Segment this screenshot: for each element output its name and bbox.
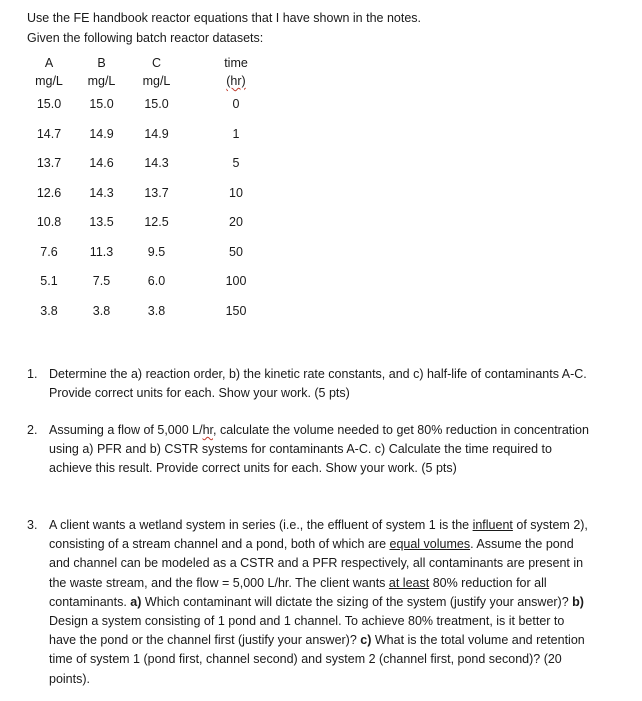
question-text: Assuming a flow of 5,000 L/hr, calculate the volume needed to get 80% reduction in concentration using a) PFR and b) CSTR systems for contaminants A-C. c) Calculate the time required to achieve this result. Provide correct units for each. Show your work. (5 pts) (49, 423, 589, 476)
header-time: time (224, 56, 248, 70)
table-row: 13.7 14.6 14.3 5 (36, 156, 240, 170)
header-b: B (97, 56, 106, 70)
table-row: 5.1 7.5 6.0 100 (40, 274, 247, 288)
table-units-row (24, 72, 270, 90)
table-row: 10.8 13.5 12.5 20 (36, 215, 243, 229)
intro-line-2: Given the following batch reactor datasets: (27, 31, 264, 45)
question-number: 1. (27, 367, 38, 381)
spellcheck-word: hr (202, 423, 213, 437)
header-a: A (44, 56, 54, 70)
question-text: A client wants a wetland system in series (i.e., the effluent of system 1 is the influent of system 2), consisting of a stream channel and a pond, both of which are equal volumes. Assume the pond and channel can be modeled as a CSTR and a PFR respectively, all contaminants are present in the waste stream, and the flow = 5,000 L/hr. The client wants at least 80% reduction for all contaminants. a) Which contaminant will dictate the sizing of the system (justify your answer)? b) Design a system consisting of 1 pond and 1 channel. To achieve 80% treatment, is it better to have the pond or the channel first (justify your answer)? c) What is the total volume and retention time of system 1 (pond first, channel second) and system 2 (channel first, pond second)? (20 points). (49, 518, 588, 686)
question-number: 3. (27, 518, 38, 532)
table-header-row (24, 54, 270, 72)
question-text: Determine the a) reaction order, b) the kinetic rate constants, and c) half-life of contaminants A-C. Provide correct units for each. Show your work. (5 pts) (49, 367, 587, 401)
intro-line-1: Use the FE handbook reactor equations that I have shown in the notes. (27, 11, 422, 25)
unit-b: mg/L (87, 74, 116, 88)
table-row: 15.0 15.0 15.0 0 (36, 97, 240, 111)
table-row: 7.6 11.3 9.5 50 (40, 244, 243, 259)
unit-time: (hr) (226, 74, 246, 88)
unit-a: mg/L (35, 74, 63, 88)
table-row: 12.6 14.3 13.7 10 (36, 185, 243, 200)
underlined-text: influent (472, 518, 513, 532)
unit-c: mg/L (142, 74, 171, 88)
table-row: 3.8 3.8 3.8 150 (40, 303, 247, 318)
question-number: 2. (27, 423, 38, 437)
reactor-data-table (24, 54, 270, 326)
underlined-text: equal volumes (389, 537, 471, 552)
header-c: C (151, 56, 162, 70)
table-row: 14.7 14.9 14.9 1 (36, 126, 240, 141)
underlined-text: at least (388, 575, 430, 590)
